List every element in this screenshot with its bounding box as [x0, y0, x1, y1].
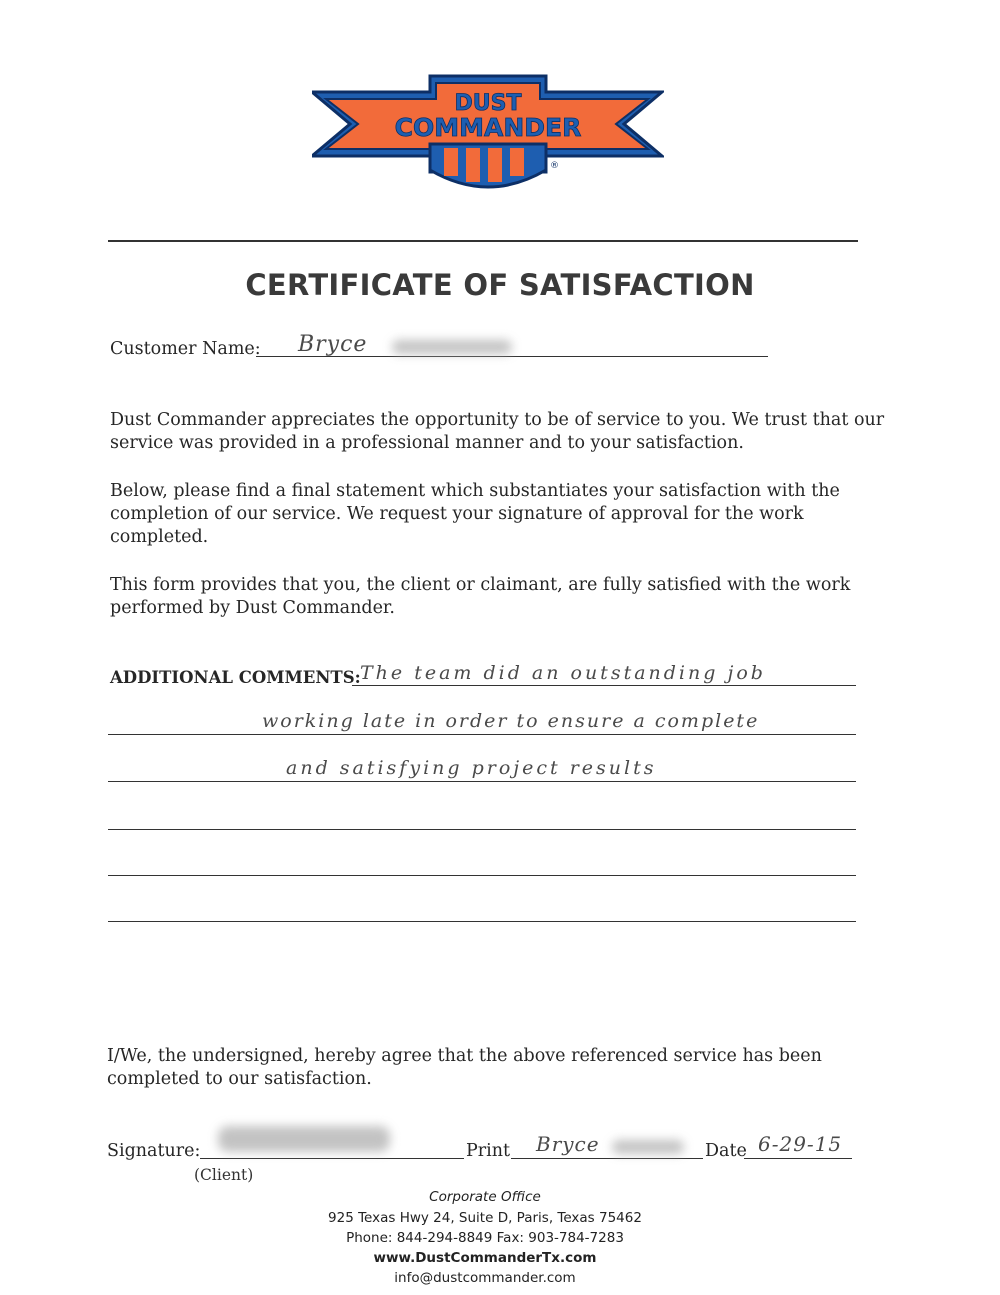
comment-handwritten-1: The team did an outstanding job: [360, 662, 766, 684]
agreement-line-1: I/We, the undersigned, hereby agree that the above referenced service has been: [107, 1046, 822, 1066]
print-label: Print: [466, 1141, 511, 1161]
certificate-title: CERTIFICATE OF SATISFACTION: [245, 268, 755, 302]
footer-phone: Phone: 844-294-8849 Fax: 903-784-7283: [346, 1230, 624, 1246]
form-purpose-paragraph: [110, 574, 850, 620]
logo-text-commander: COMMANDER: [394, 113, 582, 142]
dust-commander-logo: [312, 72, 664, 198]
comment-line-4: [108, 829, 856, 830]
redacted-surname: [392, 340, 512, 354]
comment-line-3: [108, 781, 856, 782]
customer-name-handwritten: Bryce: [298, 332, 368, 357]
comment-line-6: [108, 921, 856, 922]
intro-paragraph: [110, 409, 884, 455]
print-name-handwritten: Bryce: [536, 1132, 600, 1156]
statement-line-1: Below, please find a final statement which substantiates your satisfaction with the: [110, 481, 840, 501]
signature-label: Signature:: [107, 1141, 201, 1161]
agreement-paragraph: [107, 1045, 822, 1091]
intro-line-2: service was provided in a professional manner and to your satisfaction.: [110, 433, 744, 453]
footer-address: 925 Texas Hwy 24, Suite D, Paris, Texas 75462: [328, 1210, 642, 1226]
footer-email: info@dustcommander.com: [394, 1270, 576, 1286]
header-divider: [108, 240, 858, 242]
statement-line-2: completion of our service. We request your signature of approval for the work: [110, 504, 804, 524]
redacted-signature: [218, 1126, 390, 1152]
date-label: Date: [705, 1141, 747, 1161]
purpose-line-1: This form provides that you, the client or claimant, are fully satisfied with the work: [110, 575, 851, 595]
comment-line-5: [108, 875, 856, 876]
additional-comments-label: ADDITIONAL COMMENTS:: [110, 668, 361, 687]
registered-mark: ®: [550, 161, 559, 171]
logo-graphic: [312, 72, 664, 198]
footer-office: Corporate Office: [429, 1189, 541, 1205]
date-handwritten: 6-29-15: [758, 1132, 843, 1156]
comment-handwritten-2: working late in order to ensure a complete: [262, 710, 760, 732]
statement-paragraph: [110, 480, 840, 549]
footer-website: www.DustCommanderTx.com: [373, 1250, 597, 1266]
customer-name-label: Customer Name:: [110, 339, 261, 359]
comment-handwritten-3: and satisfying project results: [286, 757, 657, 779]
comment-line-2: [108, 734, 856, 735]
client-note: (Client): [194, 1166, 254, 1184]
agreement-line-2: completed to our satisfaction.: [107, 1069, 372, 1089]
logo-text-dust: DUST: [454, 91, 522, 116]
signature-line: [200, 1158, 464, 1159]
redacted-print-surname: [612, 1140, 684, 1154]
statement-line-3: completed.: [110, 527, 209, 547]
comment-line-1: [352, 685, 856, 686]
purpose-line-2: performed by Dust Commander.: [110, 598, 395, 618]
intro-line-1: Dust Commander appreciates the opportunity to be of service to you. We trust that our: [110, 410, 885, 430]
print-line: [511, 1158, 703, 1159]
date-line: [744, 1158, 852, 1159]
